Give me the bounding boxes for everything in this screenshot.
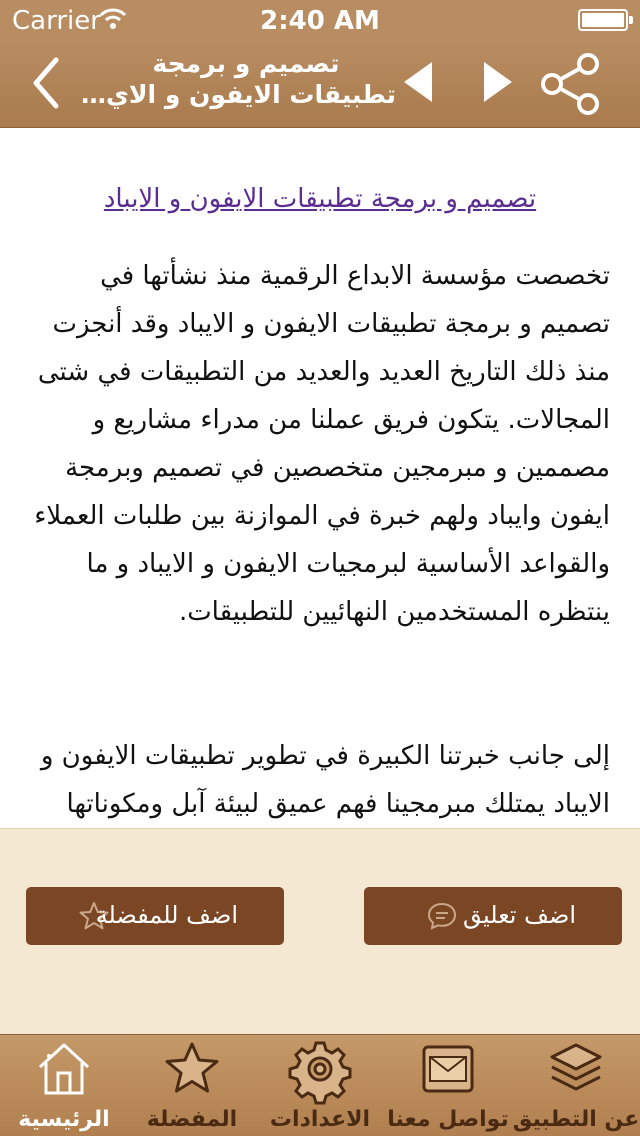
tab-label: الاعدادات [269,1107,371,1132]
tab-contact[interactable] [384,1035,512,1137]
add-to-favorites-label: اضف للمفضلة [95,901,238,929]
article-paragraph: تخصصت مؤسسة الابداع الرقمية منذ نشأتها في تصميم و برمجة تطبيقات الايفون و الايباد وقد أنجزت منذ ذلك التاريخ العديد والعديد من التطبيقات في شتى المجالات. يتكون فريق عملنا من مدراء مشاريع و مصممين و مبرمجين متخصصين في تصميم وبرمجة ايفون وايباد ولهم خبرة في الموازنة بين طلبات العملاء والقواعد الأساسية لبرمجيات الايفون و الايباد و ما ينتظره المستخدمين النهائيين للتطبيقات. [34,261,610,627]
tab-label: عن التطبيق [512,1107,640,1132]
gear-icon [290,1039,350,1099]
share-icon[interactable] [538,50,604,118]
carrier-label: Carrier [12,6,101,36]
tab-label: المفضلة [146,1107,238,1132]
next-article-icon[interactable] [478,58,518,106]
star-icon [162,1039,222,1099]
add-to-favorites-button[interactable] [26,887,284,945]
battery-icon [578,9,628,31]
tab-home[interactable] [0,1035,128,1137]
envelope-icon [418,1039,478,1099]
article-title-link[interactable]: تصميم و برمجة تطبيقات الايفون و الايباد [103,184,537,214]
action-panel [0,828,640,1034]
article-paragraph: إلى جانب خبرتنا الكبيرة في تطوير تطبيقات الايفون و الايباد يمتلك مبرمجينا فهم عميق لبيئة آبل ومكوناتها [40,741,610,819]
add-comment-button[interactable] [364,887,622,945]
tab-label: تواصل معنا [387,1107,509,1132]
article-content[interactable] [0,128,640,828]
clock: 2:40 AM [260,6,380,36]
tab-label: الرئيسية [18,1107,110,1132]
back-chevron-icon[interactable] [26,54,66,112]
nav-title-line2: تطبيقات الايفون و الاي… [81,80,396,109]
add-comment-label: اضف تعليق [463,901,576,929]
tab-favorites[interactable] [128,1035,256,1137]
home-icon [34,1039,94,1099]
speech-bubble-icon [426,900,458,932]
tab-settings[interactable] [256,1035,384,1137]
tab-about[interactable] [512,1035,640,1137]
status-bar [0,0,640,40]
navigation-bar [0,40,640,128]
nav-title-line1: تصميم و برمجة [152,49,340,78]
nav-title [81,48,396,110]
layers-icon [546,1039,606,1099]
previous-article-icon[interactable] [398,58,438,106]
tab-bar [0,1034,640,1136]
